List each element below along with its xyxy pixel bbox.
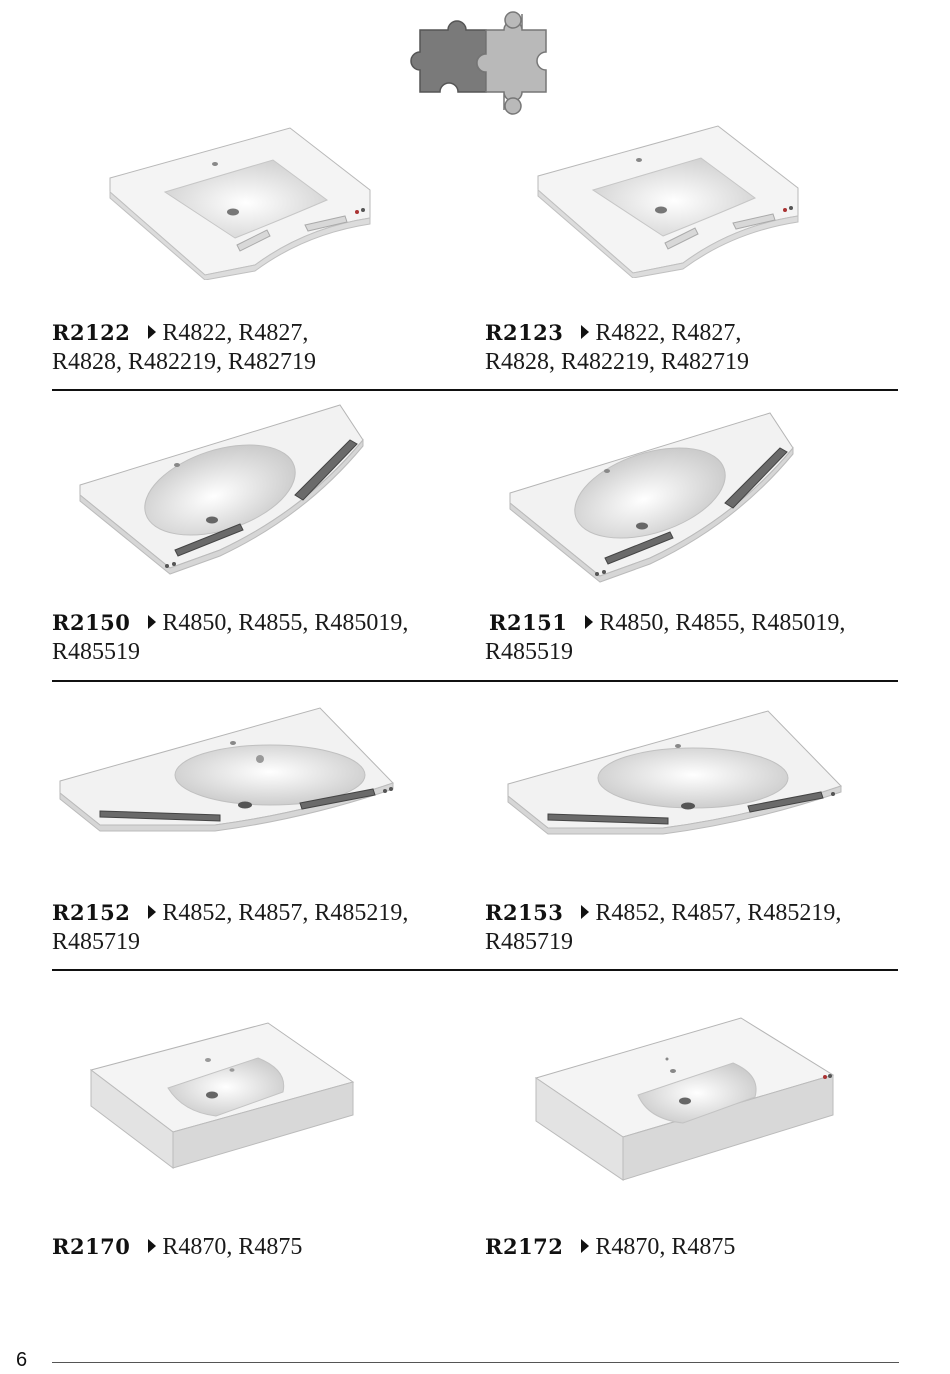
washbasin-image-r2153 [503,706,848,836]
product-caption [52,318,492,377]
replacement-refs: R4822, R4827, [595,320,742,346]
triangle-right-icon [585,615,593,629]
page-number: 6 [16,1349,28,1371]
section-divider [52,969,898,971]
washbasin-image-r2151 [505,408,800,583]
washbasin-image-r2172 [533,1015,838,1185]
washbasin-image-r2122 [105,120,385,280]
product-code: R2123 [485,320,564,345]
replacement-refs: R485719 [485,929,574,955]
product-code: R2150 [52,610,131,635]
triangle-right-icon [148,615,156,629]
replacement-refs: R4850, R4855, R485019, [162,610,409,636]
puzzle-pieces-icon [398,6,550,116]
product-code: R2170 [52,1234,131,1259]
replacement-refs: R4870, R4875 [162,1234,303,1260]
product-code: R2153 [485,900,564,925]
washbasin-image-r2152 [55,703,400,833]
triangle-right-icon [148,1239,156,1253]
triangle-right-icon [148,905,156,919]
washbasin-image-r2150 [75,400,370,575]
product-caption [52,898,492,957]
product-caption [485,898,925,957]
replacement-refs: R4850, R4855, R485019, [599,610,846,636]
section-divider [52,680,898,682]
replacement-refs: R485719 [52,929,141,955]
product-caption [485,318,925,377]
replacement-refs: R485519 [485,639,574,665]
triangle-right-icon [148,325,156,339]
product-caption [485,1232,925,1262]
section-divider [52,389,898,391]
replacement-refs: R4822, R4827, [162,320,309,346]
product-caption [485,608,925,667]
replacement-refs: R4828, R482219, R482719 [485,349,750,375]
triangle-right-icon [581,1239,589,1253]
product-code: R2122 [52,320,131,345]
replacement-refs: R4870, R4875 [595,1234,736,1260]
triangle-right-icon [581,905,589,919]
product-caption [52,1232,492,1262]
washbasin-image-r2170 [88,1020,358,1170]
washbasin-image-r2123 [533,118,813,278]
replacement-refs: R4828, R482219, R482719 [52,349,317,375]
product-code: R2151 [489,610,568,635]
replacement-refs: R4852, R4857, R485219, [162,900,409,926]
triangle-right-icon [581,325,589,339]
replacement-refs: R485519 [52,639,141,665]
product-code: R2152 [52,900,131,925]
replacement-refs: R4852, R4857, R485219, [595,900,842,926]
product-caption [52,608,492,667]
footer-divider [52,1362,899,1363]
product-code: R2172 [485,1234,564,1259]
